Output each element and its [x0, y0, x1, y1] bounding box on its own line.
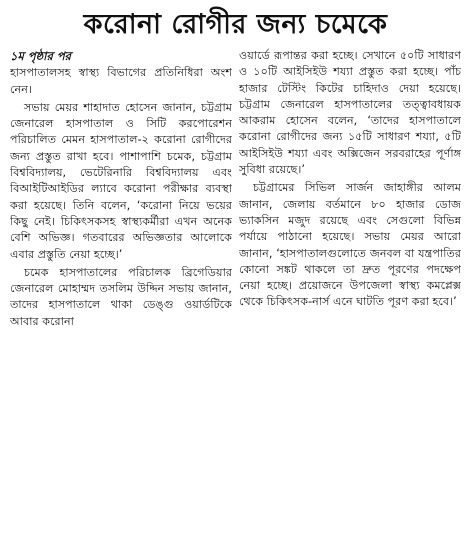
paragraph: সভায় মেয়র শাহাদাত হোসেন জানান, চট্টগ্রাম জেনারেল হাসপাতাল ও সিটি করপোরেশন পরিচালিত মেমন হাসপাতাল-২ করোনা রোগীদের জন্য প্রস্তুত রাখা হবে। পাশাপাশি চমেক, চট্টগ্রাম বিশ্ববিদ্যালয়, ভেটেরিনারি বিশ্ববিদ্যালয় এবং বিআইটিআইডির ল্যাবে করোনা পরীক্ষার ব্যবস্থা করা হয়েছে। তিনি বলেন, ‘করোনা নিয়ে ভয়ের কিছু নেই। চিকিৎসকসহ স্বাস্থ্যকর্মীরা এখন অনেক বেশি অভিজ্ঞ। গতবারের অভিজ্ঞতার আলোকে এবার প্রস্তুতি নেয়া হচ্ছে।’: [10, 100, 232, 261]
paragraph: ওয়ার্ডে রূপান্তর করা হচ্ছে। সেখানে ৫০টি সাধারণ ও ১০টি আইসিইউ শয্যা প্রস্তুত করা হচ্ছে। পাঁচ হাজার টেস্টিং কিটের চাহিদাও দেয়া হয়েছে। চট্টগ্রাম জেনারেল হাসপাতালের তত্ত্বাবধায়ক আকরাম হোসেন বলেন, ‘তাদের হাসপাতালে করোনা রোগীদের জন্য ১৫টি সাধারণ শয্যা, ৫টি আইসিইউ শয্যা এবং অক্সিজেন সরবরাহের পূর্ণাঙ্গ সুবিধা রয়েছে।’: [239, 49, 461, 177]
right-column: [239, 48, 461, 548]
headline: করোনা রোগীর জন্য চমেকে: [83, 9, 388, 40]
paragraph: চমেক হাসপাতালের পরিচালক ব্রিগেডিয়ার জেনারেল মোহাম্মদ তসলিম উদ্দিন সভায় জানান, তাদের হাসপাতালে থাকা ডেঙ্গু ওয়ার্ডটিকে আবার করোনা: [10, 265, 232, 328]
article-body: [10, 48, 461, 548]
paragraph: চট্টগ্রামের সিভিল সার্জন জাহাঙ্গীর আলম জানান, জেলায় বর্তমানে ৮০ হাজার ডোজ ভ্যাকসিন মজুদ রয়েছে এবং সেগুলো বিভিন্ন পর্যায়ে পাঠানো হয়েছে। সভায় মেয়র আরো জানান, ‘হাসপাতালগুলোতে জনবল বা যন্ত্রপাতির কোনো সঙ্কট থাকলে তা দ্রুত পূরণের পদক্ষেপ নেয়া হচ্ছে। প্রয়োজনে উপজেলা স্বাস্থ্য কমপ্লেক্স থেকে চিকিৎসক-নার্স এনে ঘাটতি পূরণ করা হবে।’: [239, 181, 461, 309]
paragraph: হাসপাতালসহ স্বাস্থ্য বিভাগের প্রতিনিধিরা অংশ নেন।: [10, 66, 232, 96]
continued-from-label: ১ম পৃষ্ঠার পর: [10, 49, 71, 63]
left-column: [10, 48, 232, 548]
